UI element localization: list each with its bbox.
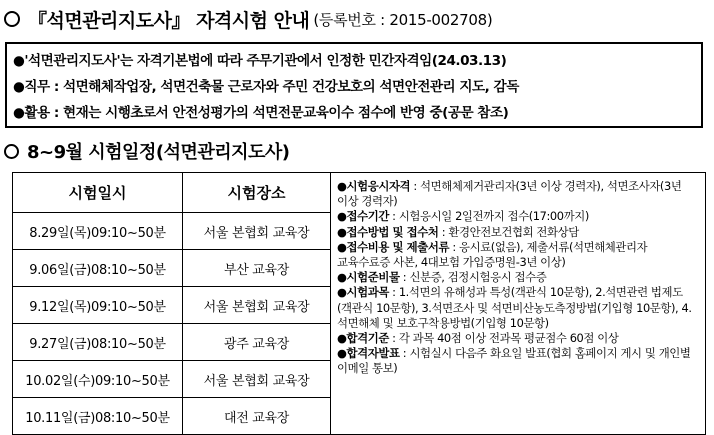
schedule-table <box>12 172 706 435</box>
detail-eligibility: ●시험응시자격 : 석면해체제거관리자(3년 이상 경력자), 석면조사자(3년 이상 경력자) <box>337 179 682 209</box>
info-line-certification: ●'석면관리지도사'는 자격기본법에 따라 주무기관에서 인정한 민간자격임(24.03.13) <box>13 53 507 69</box>
detail-results: ●합격자발표 : 시험실시 다음주 화요일 발표(협회 홈페이지 게시 및 개인별 이메일 통보) <box>337 346 691 376</box>
exam-date: 8.29일(목)09:10~50분 <box>13 213 183 250</box>
info-box <box>5 42 703 128</box>
circle-bullet-icon <box>4 11 20 27</box>
exam-place: 대전 교육장 <box>183 398 331 435</box>
notice-header <box>4 2 710 36</box>
page-title: 『석면관리지도사』 자격시험 안내 <box>28 9 310 32</box>
circle-bullet-icon <box>4 144 19 159</box>
exam-date: 9.27일(금)08:10~50분 <box>13 324 183 361</box>
exam-place: 서울 본협회 교육장 <box>183 213 331 250</box>
detail-pass-criteria: ●합격기준 : 각 과목 40점 이상 전과목 평균점수 60점 이상 <box>337 331 619 346</box>
exam-place: 부산 교육장 <box>183 250 331 287</box>
header-exam-place: 시험장소 <box>183 173 331 213</box>
exam-date: 9.12일(목)09:10~50분 <box>13 287 183 324</box>
schedule-title: 8~9월 시험일정(석면관리지도사) <box>27 142 290 163</box>
detail-fees-documents: ●접수비용 및 제출서류 : 응시료(없음), 제출서류(석면해체관리자 교육수료증 사본, 4대보험 가입증명원-3년 이상) <box>337 239 648 270</box>
exam-place: 광주 교육장 <box>183 324 331 361</box>
table-header-row <box>13 173 706 213</box>
exam-place: 서울 본협회 교육장 <box>183 287 331 324</box>
exam-place: 서울 본협회 교육장 <box>183 361 331 398</box>
detail-materials: ●시험준비물 : 신분증, 검정시험응시 접수증 <box>337 270 547 285</box>
detail-subjects: ●시험과목 : 1.석면의 유해성과 특성(객관식 10문항), 2.석면관련 법제도(객관식 10문항), 3.석면조사 및 석면비산농도측정방법(기입형 10문항), 4.석면해체 및 보호구착용방법(기입형 10문항) <box>337 285 692 330</box>
info-line-duty: ●직무 : 석면해체작업장, 석면건축물 근로자와 주민 건강보호의 석면안전관리 지도, 감독 <box>13 79 519 95</box>
exam-details <box>331 173 706 435</box>
header-exam-date: 시험일시 <box>13 173 183 213</box>
registration-number: (등록번호 : 2015-002708) <box>313 10 493 29</box>
info-line-usage: ●활용 : 현재는 시행초로서 안전성평가의 석면전문교육이수 점수에 반영 중(공문 참조) <box>13 105 509 121</box>
exam-date: 10.02일(수)09:10~50분 <box>13 361 183 398</box>
detail-application-method: ●접수방법 및 접수처 : 환경안전보건협회 전화상담 <box>337 224 579 239</box>
detail-application-period: ●접수기간 : 시험응시일 2일전까지 접수(17:00까지) <box>337 209 589 224</box>
exam-date: 10.11일(금)08:10~50분 <box>13 398 183 435</box>
schedule-section-title <box>4 136 290 166</box>
exam-date: 9.06일(금)08:10~50분 <box>13 250 183 287</box>
